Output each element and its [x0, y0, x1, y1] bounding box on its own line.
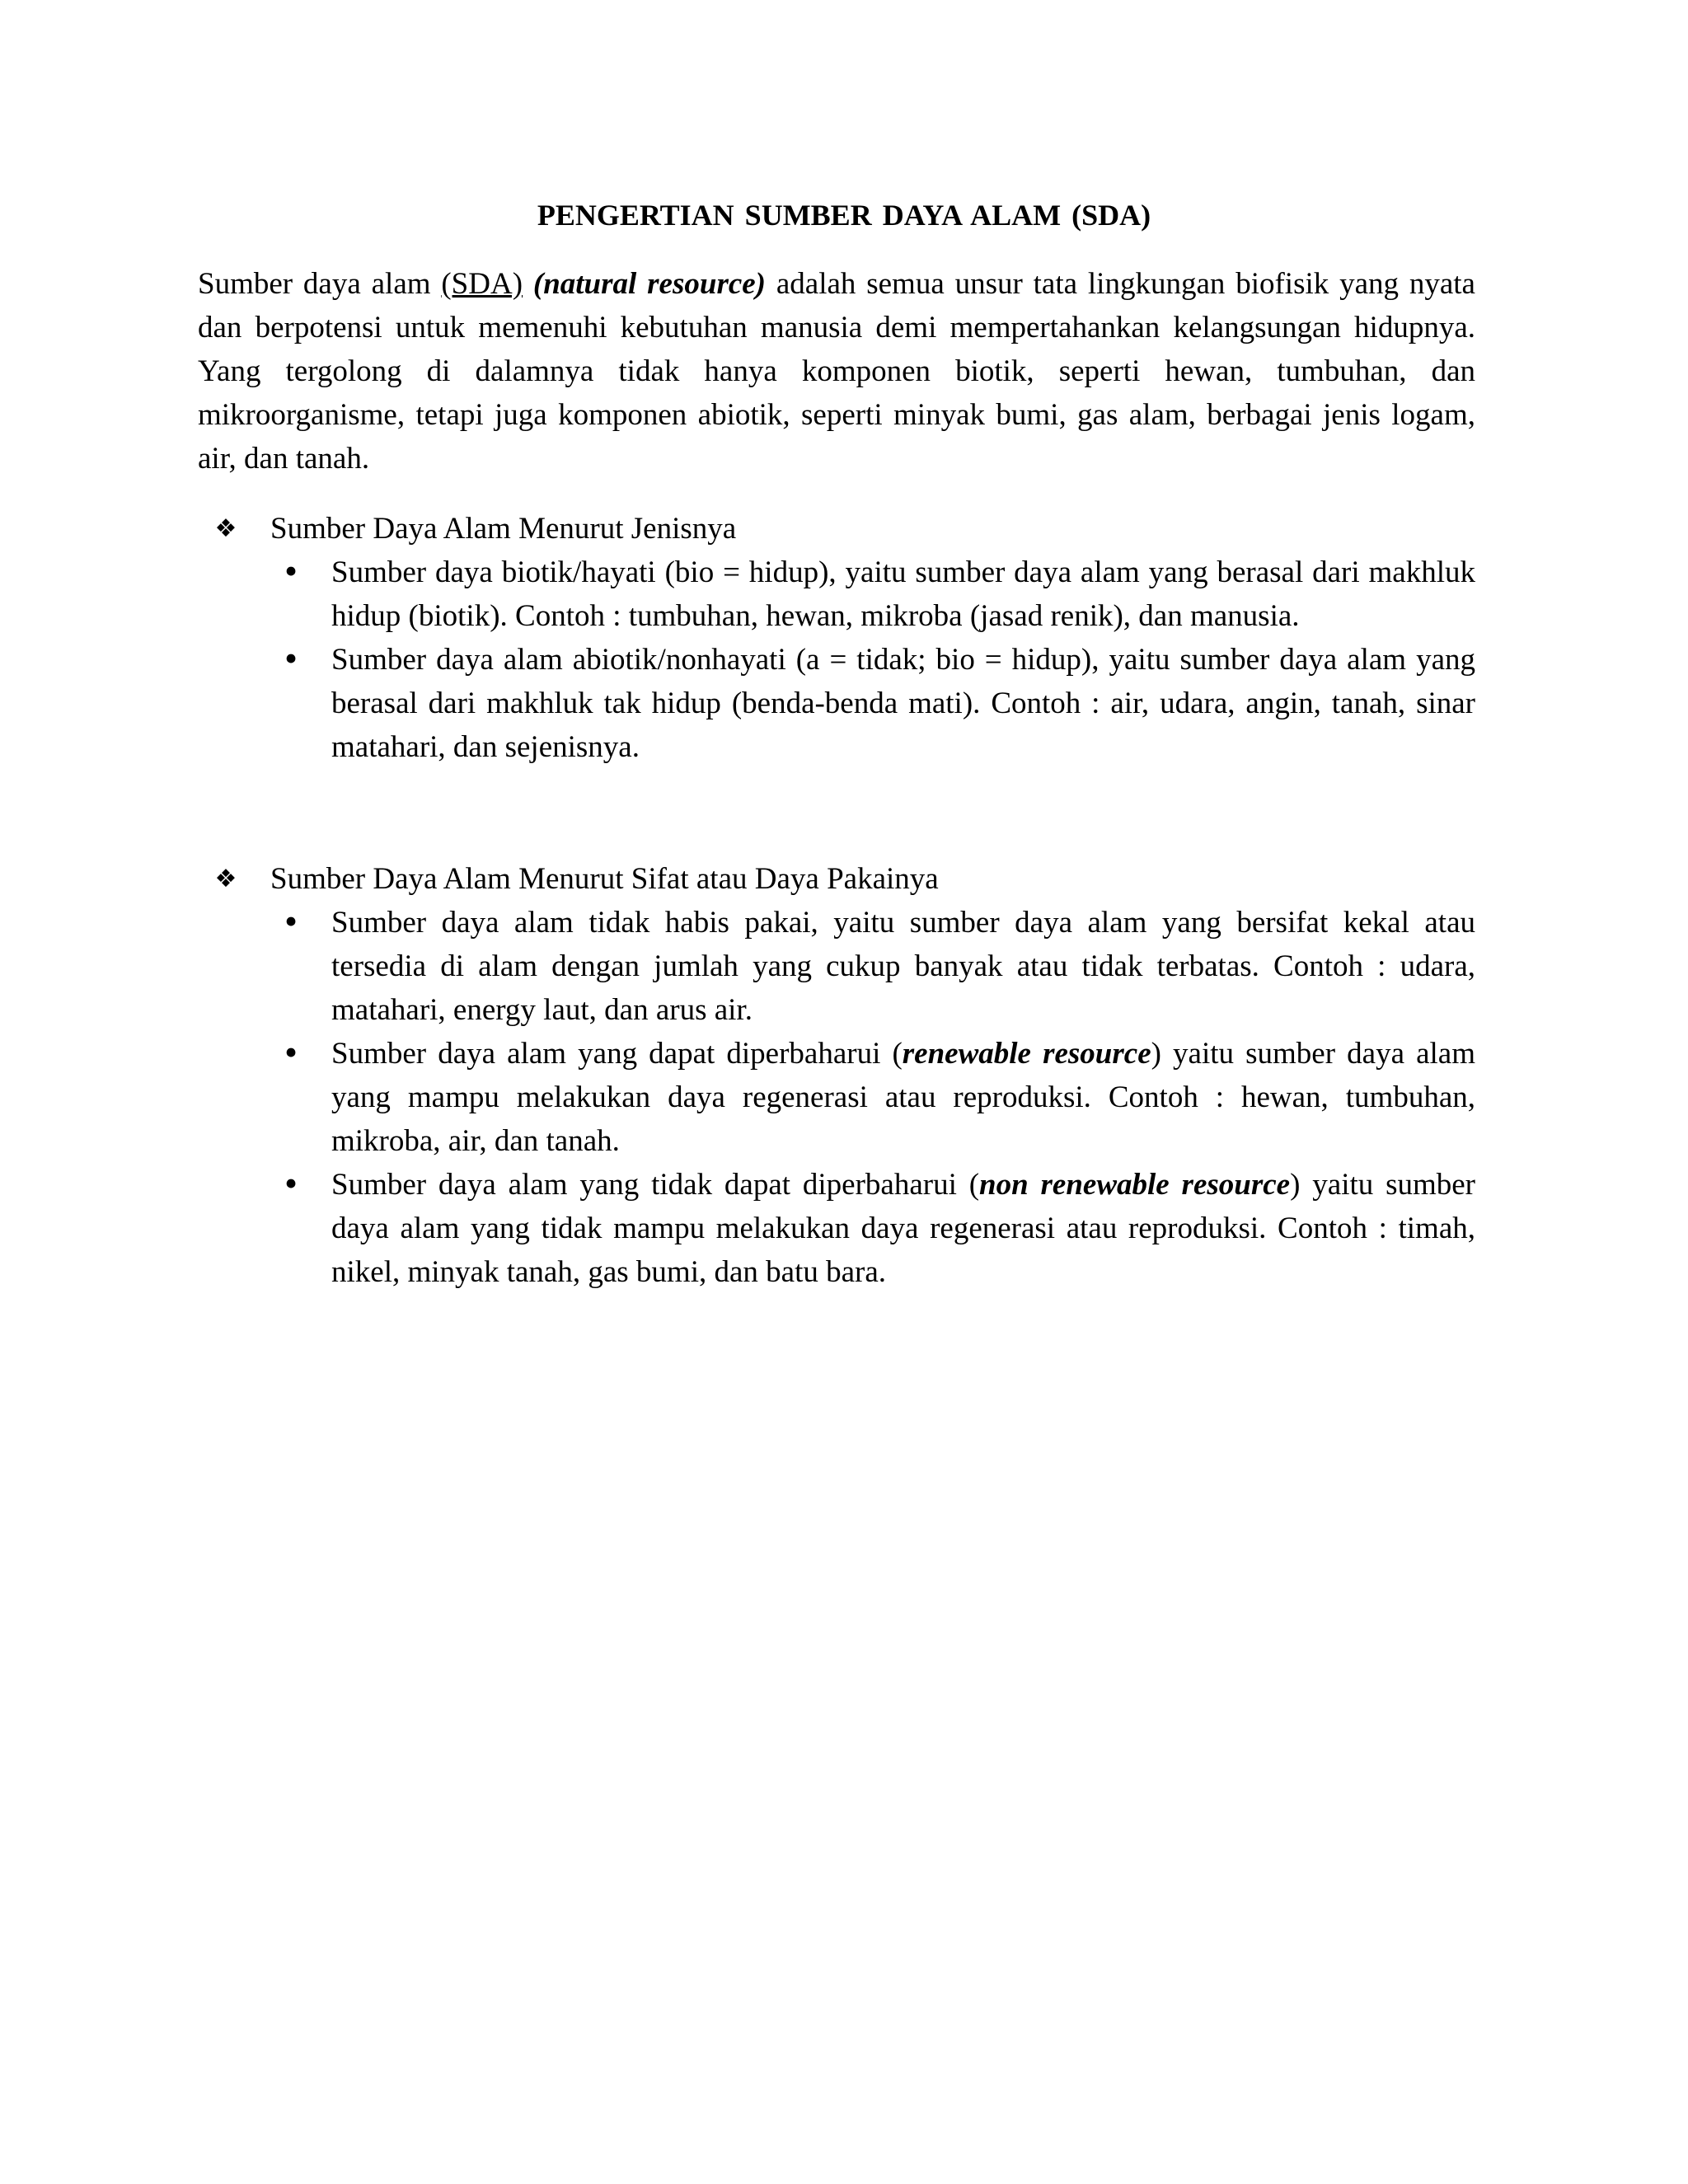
section-list — [198, 901, 1475, 1294]
section-by-nature — [198, 857, 1475, 1294]
list-item-inexhaustible — [198, 901, 1475, 1032]
bullet-icon: • — [282, 555, 300, 590]
list-item-abiotic — [198, 638, 1475, 769]
list-item-text-start: Sumber daya alam yang tidak dapat diperbaharui ( — [331, 1168, 980, 1202]
section-heading: Sumber Daya Alam Menurut Jenisnya — [270, 512, 737, 546]
list-item-biotic — [198, 551, 1475, 638]
intro-space — [523, 267, 533, 301]
section-by-type — [198, 507, 1475, 769]
diamond-bullet-icon: ❖ — [214, 865, 237, 893]
bullet-icon: • — [282, 1167, 300, 1202]
page-title: PENGERTIAN SUMBER DAYA ALAM (SDA) — [537, 199, 1151, 232]
intro-paragraph — [198, 262, 1475, 480]
list-item-text: Sumber daya alam tidak habis pakai, yaitu sumber daya alam yang bersifat kekal atau tersedia di alam dengan jumlah yang cukup banyak atau tidak terbatas. Contoh : udara, matahari, energy laut, dan arus air. — [331, 906, 1475, 1027]
renewable-resource-term: renewable resource — [902, 1037, 1151, 1071]
natural-resource-term: (natural resource) — [532, 267, 767, 301]
intro-text-start: Sumber daya alam — [198, 267, 442, 301]
list-item-text: Sumber daya alam abiotik/nonhayati (a = tidak; bio = hidup), yaitu sumber daya alam yang berasal dari makhluk tak hidup (benda-benda mati). Contoh : air, udara, angin, tanah, sinar matahari, dan sejenisnya. — [331, 643, 1475, 764]
bullet-icon: • — [282, 905, 300, 940]
list-item-renewable — [198, 1032, 1475, 1163]
list-item-text-end: ) yaitu sumber daya alam yang mampu melakukan daya regenerasi atau reproduksi. Contoh : hewan, tumbuhan, mikroba, air, dan tanah. — [331, 1037, 1475, 1158]
section-heading: Sumber Daya Alam Menurut Sifat atau Daya Pakainya — [270, 862, 939, 896]
section-heading-row — [198, 857, 1475, 901]
intro-text-end: adalah semua unsur tata lingkungan biofisik yang nyata dan berpotensi untuk memenuhi kebutuhan manusia demi mempertahankan kelangsungan hidupnya. Yang tergolong di dalamnya tidak hanya komponen biotik, seperti hewan, tumbuhan, dan mikroorganisme, tetapi juga komponen abiotik, seperti minyak bumi, gas alam, berbagai jenis logam, air, dan tanah. — [198, 267, 1475, 476]
list-item-text-end: ) yaitu sumber daya alam yang tidak mampu melakukan daya regenerasi atau reproduksi. Contoh : timah, nikel, minyak tanah, gas bumi, dan batu bara. — [331, 1168, 1476, 1289]
list-item-text: Sumber daya biotik/hayati (bio = hidup), yaitu sumber daya alam yang berasal dari makhluk hidup (biotik). Contoh : tumbuhan, hewan, mikroba (jasad renik), dan manusia. — [331, 555, 1475, 633]
section-heading-row — [198, 507, 1475, 551]
section-list — [198, 551, 1475, 769]
non-renewable-resource-term: non renewable resource — [979, 1168, 1291, 1202]
diamond-bullet-icon: ❖ — [214, 514, 237, 543]
list-item-non-renewable — [198, 1163, 1475, 1294]
bullet-icon: • — [282, 1036, 300, 1071]
bullet-icon: • — [282, 642, 300, 677]
sda-link[interactable]: (SDA) — [441, 267, 523, 301]
list-item-text-start: Sumber daya alam yang dapat diperbaharui ( — [331, 1037, 903, 1071]
